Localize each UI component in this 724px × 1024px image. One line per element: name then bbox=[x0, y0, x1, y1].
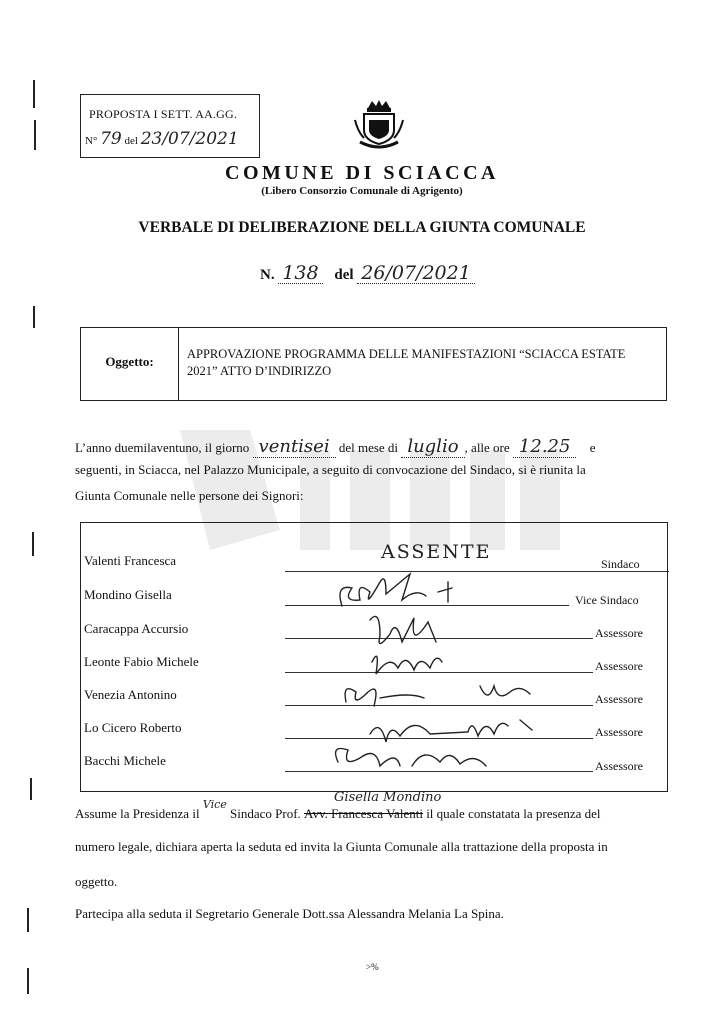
margin-mark bbox=[27, 908, 29, 932]
deliberation-date-prefix: del bbox=[334, 267, 354, 283]
member-name: Mondino Gisella bbox=[84, 587, 172, 602]
member-role: Assessore bbox=[595, 659, 643, 673]
proposal-date-prefix: del bbox=[124, 135, 138, 147]
margin-mark bbox=[32, 532, 34, 556]
margin-mark bbox=[33, 306, 35, 328]
signatures-graphic bbox=[80, 522, 666, 790]
page-marker: >% bbox=[366, 962, 379, 972]
proposal-number-line bbox=[85, 129, 239, 149]
table-divider bbox=[178, 328, 179, 400]
member-name: Bacchi Michele bbox=[84, 753, 166, 768]
presidency-text: Sindaco Prof. bbox=[230, 806, 301, 821]
member-name: Caracappa Accursio bbox=[84, 621, 189, 636]
comune-subtitle: (Libero Consorzio Comunale di Agrigento) bbox=[261, 185, 463, 197]
struck-name: Avv. Francesca Valenti bbox=[304, 806, 423, 821]
handwritten-time: 12.25 bbox=[513, 436, 577, 458]
handwritten-president-name: Gisella Mondino bbox=[334, 790, 442, 805]
proposal-number-prefix: N° bbox=[85, 135, 98, 147]
presidency-line-3: oggetto. bbox=[75, 874, 118, 889]
member-role: Assessore bbox=[595, 692, 643, 706]
document-title: VERBALE DI DELIBERAZIONE DELLA GIUNTA COMUNALE bbox=[138, 219, 586, 236]
deliberation-number: 138 bbox=[278, 267, 322, 284]
member-role: Sindaco bbox=[601, 557, 640, 571]
intro-line-1 bbox=[75, 436, 595, 457]
proposal-box bbox=[80, 94, 260, 158]
margin-mark bbox=[27, 968, 29, 994]
coat-of-arms-icon bbox=[350, 98, 408, 150]
struck-name-group bbox=[304, 790, 442, 822]
proposal-title: PROPOSTA I SETT. AA.GG. bbox=[89, 107, 238, 121]
member-name: Valenti Francesca bbox=[84, 553, 177, 568]
intro-line-2: seguenti, in Sciacca, nel Palazzo Municipale, a seguito di convocazione del Sindaco, si è riunita la bbox=[75, 462, 586, 477]
deliberation-number-line bbox=[260, 262, 475, 284]
margin-mark bbox=[30, 778, 32, 800]
intro-text: L’anno duemilaventuno, il giorno bbox=[75, 440, 250, 455]
member-name: Lo Cicero Roberto bbox=[84, 720, 182, 735]
member-role: Assessore bbox=[595, 759, 643, 773]
member-role: Assessore bbox=[595, 626, 643, 640]
margin-mark bbox=[33, 80, 35, 108]
margin-mark bbox=[34, 120, 36, 150]
deliberation-number-prefix: N. bbox=[260, 267, 275, 283]
intro-text: , alle ore bbox=[464, 440, 510, 455]
proposal-date: 23/07/2021 bbox=[140, 129, 239, 149]
member-role: Vice Sindaco bbox=[575, 593, 639, 607]
intro-text: e bbox=[589, 440, 596, 455]
presidency-line-1 bbox=[75, 790, 601, 822]
presidency-text: il quale constatata la presenza del bbox=[426, 806, 601, 821]
oggetto-table bbox=[80, 327, 667, 401]
handwritten-month: luglio bbox=[401, 436, 464, 458]
member-name: Venezia Antonino bbox=[84, 687, 177, 702]
intro-line-3: Giunta Comunale nelle persone dei Signori: bbox=[75, 488, 304, 503]
member-name: Leonte Fabio Michele bbox=[84, 654, 199, 669]
proposal-number: 79 bbox=[100, 129, 122, 149]
handwritten-vice: Vice bbox=[202, 798, 227, 811]
secretary-line: Partecipa alla seduta il Segretario Generale Dott.ssa Alessandra Melania La Spina. bbox=[75, 906, 504, 921]
comune-title: COMUNE DI SCIACCA bbox=[225, 162, 499, 184]
oggetto-label: Oggetto: bbox=[105, 354, 154, 369]
deliberation-date: 26/07/2021 bbox=[357, 267, 475, 284]
presidency-text: Assume la Presidenza il bbox=[75, 806, 200, 821]
intro-text: del mese di bbox=[338, 440, 399, 455]
presidency-line-2: numero legale, dichiara aperta la seduta ed invita la Giunta Comunale alla trattazione della proposta in bbox=[75, 839, 608, 854]
member-role: Assessore bbox=[595, 725, 643, 739]
handwritten-absent: ASSENTE bbox=[381, 541, 492, 563]
oggetto-text: APPROVAZIONE PROGRAMMA DELLE MANIFESTAZIONI “SCIACCA ESTATE 2021” ATTO D’INDIRIZZO bbox=[187, 347, 626, 378]
handwritten-day: ventisei bbox=[253, 436, 336, 458]
